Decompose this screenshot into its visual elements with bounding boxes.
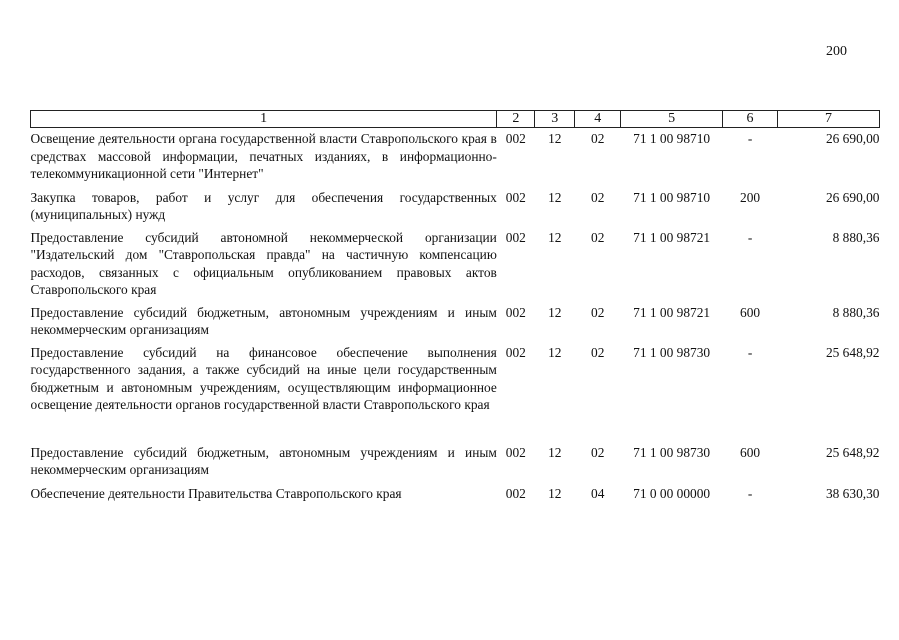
- row-code-4: 02: [591, 444, 605, 460]
- table-row: [31, 344, 880, 444]
- row-code-5: 71 1 00 98710: [633, 131, 711, 146]
- page-number: 200: [826, 44, 847, 59]
- header-col-1: 1: [31, 111, 497, 128]
- row-amount: 25 648,92: [825, 344, 880, 360]
- table-row: [31, 304, 880, 344]
- row-amount: 8 880,36: [832, 304, 880, 320]
- row-description: Предоставление субсидий бюджетным, автономным учреждениям и иным некоммерческим организациям: [30, 444, 497, 477]
- row-code-6: -: [747, 131, 753, 146]
- header-col-3: 3: [535, 111, 575, 128]
- row-code-6: -: [747, 229, 753, 245]
- table-row: [31, 128, 880, 189]
- row-code-5: 71 1 00 98721: [633, 304, 711, 320]
- row-description: Обеспечение деятельности Правительства Ставропольского края: [30, 485, 402, 501]
- table-row: [31, 189, 880, 229]
- row-code-6: -: [747, 344, 753, 360]
- row-amount: 25 648,92: [825, 444, 880, 460]
- row-description: Предоставление субсидий бюджетным, автономным учреждениям и иным некоммерческим организациям: [30, 304, 497, 337]
- row-code-4: 02: [591, 131, 605, 146]
- row-code-5: 71 1 00 98710: [633, 189, 711, 205]
- header-col-6: 6: [723, 111, 778, 128]
- row-code-5: 71 1 00 98721: [633, 229, 711, 245]
- row-description: Освещение деятельности органа государственной власти Ставропольского края в средствах массовой информации, печатных изданиях, в информационно-телекоммуникационной сети "Интернет": [30, 131, 497, 181]
- row-code-6: 600: [740, 444, 761, 460]
- row-amount: 38 630,30: [825, 485, 880, 501]
- row-code-6: -: [747, 485, 753, 501]
- row-code-4: 04: [591, 485, 605, 501]
- row-code-2: 002: [505, 485, 526, 501]
- row-code-4: 02: [591, 189, 605, 205]
- table-row: [31, 444, 880, 485]
- row-amount: 26 690,00: [825, 131, 880, 146]
- row-code-2: 002: [505, 131, 526, 146]
- row-code-3: 12: [548, 485, 562, 501]
- row-code-4: 02: [591, 229, 605, 245]
- table-row: [31, 229, 880, 304]
- row-code-2: 002: [505, 189, 526, 205]
- row-code-3: 12: [548, 444, 562, 460]
- row-amount: 26 690,00: [825, 189, 880, 205]
- row-code-3: 12: [548, 304, 562, 320]
- table-row: [31, 485, 880, 508]
- row-code-3: 12: [548, 131, 562, 146]
- row-code-2: 002: [505, 444, 526, 460]
- budget-table: [30, 110, 880, 507]
- row-code-3: 12: [548, 229, 562, 245]
- header-col-4: 4: [575, 111, 621, 128]
- row-code-4: 02: [591, 344, 605, 360]
- row-code-2: 002: [505, 304, 526, 320]
- header-row: [31, 111, 880, 128]
- header-col-2: 2: [497, 111, 535, 128]
- row-description: Закупка товаров, работ и услуг для обеспечения государственных (муниципальных) нужд: [30, 189, 497, 222]
- row-code-5: 71 0 00 00000: [633, 485, 711, 501]
- row-code-2: 002: [505, 344, 526, 360]
- row-code-3: 12: [548, 344, 562, 360]
- header-col-5: 5: [621, 111, 723, 128]
- row-code-4: 02: [591, 304, 605, 320]
- row-amount: 8 880,36: [832, 229, 880, 245]
- row-code-5: 71 1 00 98730: [633, 444, 711, 460]
- header-col-7: 7: [778, 111, 880, 128]
- row-code-3: 12: [548, 189, 562, 205]
- row-code-6: 600: [740, 304, 761, 320]
- row-code-2: 002: [505, 229, 526, 245]
- row-code-6: 200: [740, 189, 761, 205]
- row-code-5: 71 1 00 98730: [633, 344, 711, 360]
- row-description: Предоставление субсидий на финансовое обеспечение выполнения государственного задания, а также субсидий на иные цели государственным бюджетным и автономным учреждениям, осуществляющим информационное освещение деятельности органов государственной власти Ставропольского края: [30, 344, 497, 412]
- row-description: Предоставление субсидий автономной некоммерческой организации "Издательский дом "Ставропольская правда" на частичную компенсацию расходов, связанных с официальным опубликованием правовых актов Ставропольского края: [30, 229, 497, 297]
